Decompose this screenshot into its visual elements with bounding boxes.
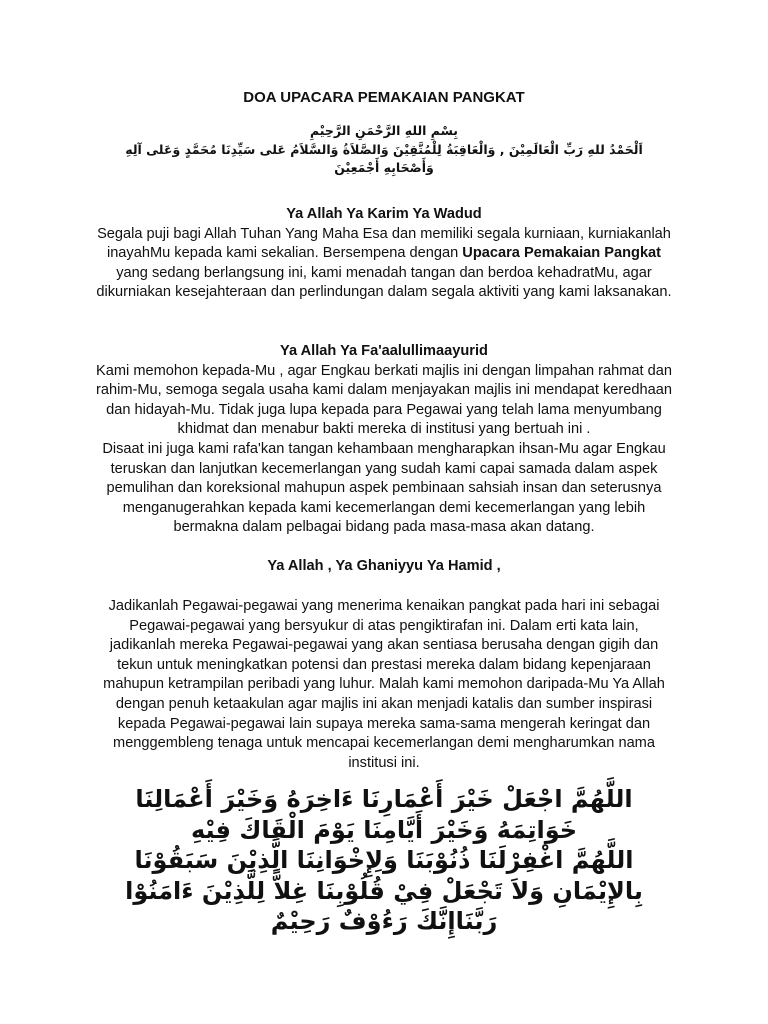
section-paragraph: Disaat ini juga kami rafa'kan tangan kehambaan mengharapkan ihsan-Mu agar Engkau teruskan dan lanjutkan kecemerlangan yang sudah kami capai samada dalam aspek pemulihan dan koreksional mahupun aspek pembinaan sahsiah insan dan seterusnya menganugerahkan kepada kami kecemerlangan demi kecemerlangan yang lebih bermakna dalam pelbagai bidang pada masa-masa akan datang.: [102, 440, 666, 536]
section-paragraph: [96, 225, 672, 303]
arabic-hamdalah-line: اَلْحَمْدُ للهِ رَبِّ الْعَالَمِيْنَ , وَالْعَاقِبَةُ لِلْمُتَّقِيْنَ وَالصَّلاَةُ وَالسَّلاَمُ عَلى سَيِّدِنَا مُحَمَّدٍ وَعَلى آلِهِ: [125, 141, 643, 157]
arabic-basmala: بِسْمِ اللهِ الرَّحْمَنِ الرَّحِيْمِ: [310, 123, 458, 138]
section-paragraph: Jadikanlah Pegawai-pegawai yang menerima kenaikan pangkat pada hari ini sebagai Pegawai-pegawai yang bersyukur di atas pengiktirafan ini. Dalam erti kata lain, jadikanlah mereka Pegawai-pegawai yang akan sentiasa berusaha dengan gigih dan tekun untuk meningkatkan potensi dan prestasi mereka dalam bidang kepenjaraan mahupun ketrampilan peribadi yang luhur. Malah kami memohon daripada-Mu Ya Allah dengan penuh ketaakulan agar majlis ini akan menjadi katalis dan sumber inspirasi kepada Pegawai-pegawai lain supaya mereka sama-sama mengerah keringat dan menggembleng tenaga untuk mencapai kecemerlangan demi mengharumkan nama institusi ini.: [103, 598, 665, 771]
section-heading: Ya Allah Ya Fa'aalullimaayurid: [280, 343, 488, 359]
arabic-prayer: [60, 784, 708, 937]
section-ghaniyyu-hamid: [96, 597, 672, 773]
paragraph-text: Segala puji bagi Allah Tuhan Yang Maha Esa dan memiliki segala kurniaan, kurniakanlah inayahMu kepada kami sekalian. Bersempena dengan: [97, 225, 671, 262]
arabic-prayer-line: بِالإِيْمَانِ وَلاَ تَجْعَلْ فِيْ قُلُوْبِنَا غِلاًّ لِلَّذِيْنَ ءَامَنُوْا: [125, 876, 643, 905]
section-paragraph: Kami memohon kepada-Mu , agar Engkau berkati majlis ini dengan limpahan rahmat dan rahim-Mu, semoga segala usaha kami dalam menjayakan majlis ini mendapat keredhaan dan hidayah-Mu. Tidak juga lupa kepada para Pegawai yang telah lama menyumbang khidmat dan menabur bakti mereka di institusi yang bertuah ini .: [96, 362, 672, 438]
section-heading: Ya Allah Ya Karim Ya Wadud: [286, 206, 482, 222]
arabic-prayer-line: رَبَّنَاإِنَّكَ رَءُوْفٌ رَحِيْمٌ: [270, 907, 498, 935]
section-faaalullimaayurid: [96, 342, 672, 538]
arabic-prayer-line: اللَّهُمَّ اجْعَلْ خَيْرَ أَعْمَارِنَا ءَاخِرَهُ وَخَيْرَ أَعْمَالِنَا: [135, 785, 633, 813]
arabic-prayer-line: خَوَاتِمَهُ وَخَيْرَ أَيَّامِنَا يَوْمَ الْقَاكَ فِيْهِ: [190, 815, 578, 844]
arabic-hamdalah-line: وَأَصْحَابِهِ أَجْمَعِيْنَ: [334, 160, 434, 175]
arabic-prayer-line: اللَّهُمَّ اغْفِرْلَنَا ذُنُوْبَنَا وَلِإِخْوَانِنَا الَّذِيْنَ سَبَقُوْنَا: [134, 846, 634, 874]
section-karim-wadud: [96, 205, 672, 303]
arabic-opening: [80, 122, 688, 178]
paragraph-bold-text: Upacara Pemakaian Pangkat: [462, 245, 662, 262]
paragraph-text: yang sedang berlangsung ini, kami menadah tangan dan berdoa kehadratMu, agar dikurniakan kesejahteraan dan perlindungan dalam segala aktiviti yang kami laksanakan.: [96, 264, 672, 301]
section-heading: Ya Allah , Ya Ghaniyyu Ya Hamid ,: [267, 558, 501, 574]
document-title: DOA UPACARA PEMAKAIAN PANGKAT: [243, 89, 525, 106]
